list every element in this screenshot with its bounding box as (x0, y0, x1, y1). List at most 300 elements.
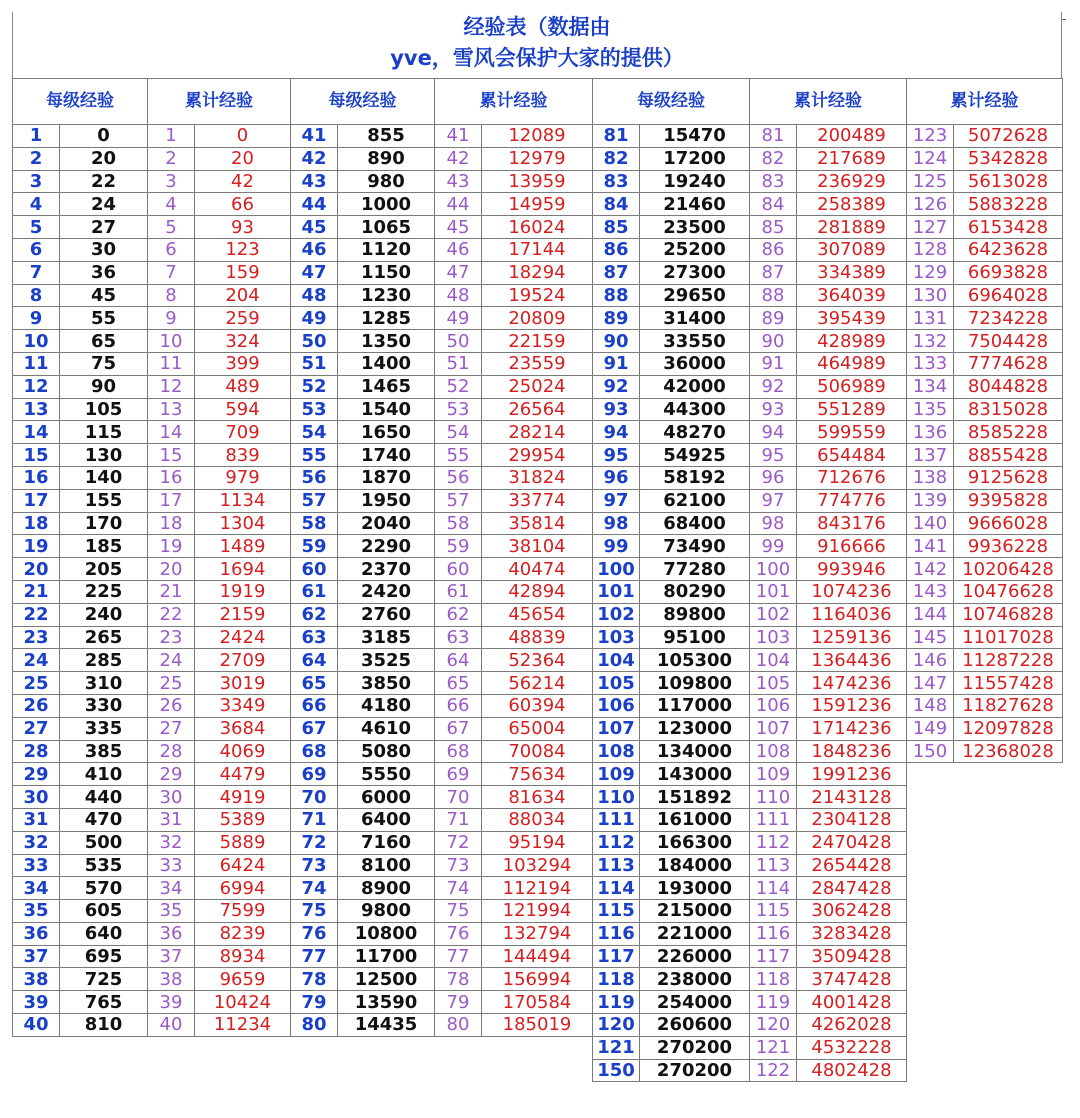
level-cell: 121 (593, 1036, 640, 1059)
cumulative-exp-cell: 11827628 (954, 694, 1063, 717)
cumulative-exp-cell: 258389 (797, 193, 907, 216)
cumulative-level-cell: 121 (750, 1036, 797, 1059)
header-cumulative: 累计经验 (435, 79, 593, 125)
exp-cell: 80290 (640, 580, 750, 603)
cumulative-level-cell: 46 (435, 238, 482, 261)
table-row (593, 945, 907, 968)
exp-cell: 105300 (640, 649, 750, 672)
level-cell: 52 (291, 375, 338, 398)
cumulative-exp-cell: 0 (195, 125, 291, 148)
exp-cell: 1230 (338, 284, 435, 307)
table-row (907, 193, 1063, 216)
exp-cell: 3850 (338, 672, 435, 695)
level-cell: 104 (593, 649, 640, 672)
table-row (907, 694, 1063, 717)
table-row (13, 125, 291, 148)
cumulative-level-cell: 139 (907, 489, 954, 512)
cumulative-level-cell: 61 (435, 580, 482, 603)
cumulative-exp-cell: 40474 (482, 558, 593, 581)
level-cell: 54 (291, 421, 338, 444)
level-cell: 99 (593, 535, 640, 558)
cumulative-level-cell: 71 (435, 808, 482, 831)
table-row (13, 740, 291, 763)
exp-cell: 855 (338, 125, 435, 148)
table-row (13, 330, 291, 353)
cumulative-exp-cell: 281889 (797, 216, 907, 239)
cumulative-level-cell: 31 (148, 808, 195, 831)
exp-cell: 570 (60, 877, 148, 900)
cumulative-level-cell: 28 (148, 740, 195, 763)
cumulative-level-cell: 72 (435, 831, 482, 854)
cumulative-exp-cell: 7599 (195, 900, 291, 923)
level-cell: 27 (13, 717, 60, 740)
table-row (907, 672, 1063, 695)
cumulative-exp-cell: 2424 (195, 626, 291, 649)
cumulative-exp-cell: 28214 (482, 421, 593, 444)
exp-cell: 1870 (338, 466, 435, 489)
cumulative-exp-cell: 3349 (195, 694, 291, 717)
level-cell: 21 (13, 580, 60, 603)
cumulative-exp-cell: 35814 (482, 512, 593, 535)
exp-cell: 3185 (338, 626, 435, 649)
cumulative-exp-cell: 2143128 (797, 786, 907, 809)
cumulative-level-cell: 111 (750, 808, 797, 831)
table-row (13, 717, 291, 740)
cumulative-exp-cell: 11557428 (954, 672, 1063, 695)
cumulative-level-cell: 82 (750, 147, 797, 170)
cumulative-level-cell: 80 (435, 1014, 482, 1037)
table-row (13, 512, 291, 535)
exp-cell: 15470 (640, 125, 750, 148)
cumulative-exp-cell: 11287228 (954, 649, 1063, 672)
table-row (593, 558, 907, 581)
table-row (593, 740, 907, 763)
table-row (593, 672, 907, 695)
cumulative-exp-cell: 144494 (482, 945, 593, 968)
table-row (291, 717, 593, 740)
table-row (907, 558, 1063, 581)
exp-cell: 2760 (338, 603, 435, 626)
cumulative-exp-cell: 2709 (195, 649, 291, 672)
exp-cell: 221000 (640, 922, 750, 945)
table-row (907, 261, 1063, 284)
exp-cell: 1950 (338, 489, 435, 512)
table-row (593, 489, 907, 512)
exp-cell: 980 (338, 170, 435, 193)
cumulative-exp-cell: 1134 (195, 489, 291, 512)
cumulative-exp-cell: 1991236 (797, 763, 907, 786)
exp-cell: 695 (60, 945, 148, 968)
table-row (13, 216, 291, 239)
level-cell: 79 (291, 991, 338, 1014)
exp-cell: 155 (60, 489, 148, 512)
exp-cell: 161000 (640, 808, 750, 831)
table-row (593, 307, 907, 330)
level-cell: 30 (13, 786, 60, 809)
cumulative-level-cell: 113 (750, 854, 797, 877)
table-row (907, 238, 1063, 261)
level-cell: 118 (593, 968, 640, 991)
level-cell: 4 (13, 193, 60, 216)
cumulative-exp-cell: 8585228 (954, 421, 1063, 444)
exp-cell: 44300 (640, 398, 750, 421)
cumulative-level-cell: 19 (148, 535, 195, 558)
cumulative-exp-cell: 17144 (482, 238, 593, 261)
level-cell: 62 (291, 603, 338, 626)
table-row (907, 512, 1063, 535)
cumulative-exp-cell: 88034 (482, 808, 593, 831)
table-row (13, 444, 291, 467)
level-cell: 70 (291, 786, 338, 809)
table-row (291, 466, 593, 489)
cumulative-exp-cell: 10206428 (954, 558, 1063, 581)
cumulative-level-cell: 106 (750, 694, 797, 717)
cumulative-level-cell: 143 (907, 580, 954, 603)
table-row (593, 900, 907, 923)
cumulative-level-cell: 49 (435, 307, 482, 330)
level-cell: 17 (13, 489, 60, 512)
cumulative-level-cell: 24 (148, 649, 195, 672)
cumulative-exp-cell: 8239 (195, 922, 291, 945)
cumulative-level-cell: 100 (750, 558, 797, 581)
cumulative-level-cell: 81 (750, 125, 797, 148)
exp-cell: 48270 (640, 421, 750, 444)
cumulative-level-cell: 67 (435, 717, 482, 740)
level-cell: 64 (291, 649, 338, 672)
table-row (907, 307, 1063, 330)
cumulative-level-cell: 148 (907, 694, 954, 717)
cumulative-level-cell: 48 (435, 284, 482, 307)
exp-cell: 270200 (640, 1036, 750, 1059)
level-cell: 23 (13, 626, 60, 649)
table-row (593, 1014, 907, 1037)
table-row (291, 284, 593, 307)
cumulative-level-cell: 44 (435, 193, 482, 216)
level-cell: 35 (13, 900, 60, 923)
level-cell: 43 (291, 170, 338, 193)
table-row (13, 922, 291, 945)
table-row (13, 261, 291, 284)
table-row (291, 421, 593, 444)
cumulative-level-cell: 94 (750, 421, 797, 444)
cumulative-exp-cell: 9125628 (954, 466, 1063, 489)
level-cell: 75 (291, 900, 338, 923)
table-row (593, 649, 907, 672)
cumulative-level-cell: 30 (148, 786, 195, 809)
cumulative-level-cell: 137 (907, 444, 954, 467)
cumulative-exp-cell: 506989 (797, 375, 907, 398)
cumulative-exp-cell: 334389 (797, 261, 907, 284)
table-row (291, 558, 593, 581)
table-row (907, 398, 1063, 421)
table-row (593, 125, 907, 148)
exp-cell: 0 (60, 125, 148, 148)
cumulative-exp-cell: 9666028 (954, 512, 1063, 535)
exp-cell: 140 (60, 466, 148, 489)
cumulative-level-cell: 27 (148, 717, 195, 740)
level-cell: 45 (291, 216, 338, 239)
cumulative-exp-cell: 5389 (195, 808, 291, 831)
cumulative-exp-cell: 170584 (482, 991, 593, 1014)
cumulative-level-cell: 17 (148, 489, 195, 512)
cumulative-level-cell: 97 (750, 489, 797, 512)
table-row (907, 352, 1063, 375)
cumulative-exp-cell: 364039 (797, 284, 907, 307)
cumulative-level-cell: 53 (435, 398, 482, 421)
table-row (13, 421, 291, 444)
cumulative-exp-cell: 4479 (195, 763, 291, 786)
exp-cell: 4180 (338, 694, 435, 717)
cumulative-exp-cell: 5072628 (954, 125, 1063, 148)
exp-cell: 270200 (640, 1059, 750, 1082)
exp-cell: 36000 (640, 352, 750, 375)
exp-cell: 29650 (640, 284, 750, 307)
cumulative-level-cell: 129 (907, 261, 954, 284)
cumulative-exp-cell: 75634 (482, 763, 593, 786)
level-cell: 112 (593, 831, 640, 854)
cumulative-exp-cell: 2847428 (797, 877, 907, 900)
cumulative-exp-cell: 60394 (482, 694, 593, 717)
level-cell: 114 (593, 877, 640, 900)
exp-cell: 215000 (640, 900, 750, 923)
exp-cell: 225 (60, 580, 148, 603)
cumulative-exp-cell: 307089 (797, 238, 907, 261)
exp-cell: 3525 (338, 649, 435, 672)
exp-cell: 115 (60, 421, 148, 444)
exp-cell: 77280 (640, 558, 750, 581)
cumulative-exp-cell: 29954 (482, 444, 593, 467)
cumulative-level-cell: 127 (907, 216, 954, 239)
table-row (13, 352, 291, 375)
cumulative-level-cell: 90 (750, 330, 797, 353)
table-row (593, 375, 907, 398)
cumulative-exp-cell: 12097828 (954, 717, 1063, 740)
table-row (291, 489, 593, 512)
cumulative-level-cell: 144 (907, 603, 954, 626)
table-row (593, 603, 907, 626)
cumulative-level-cell: 66 (435, 694, 482, 717)
exp-cell: 68400 (640, 512, 750, 535)
table-row (13, 398, 291, 421)
level-cell: 10 (13, 330, 60, 353)
cumulative-level-cell: 15 (148, 444, 195, 467)
exp-cell: 238000 (640, 968, 750, 991)
level-cell: 2 (13, 147, 60, 170)
cumulative-level-cell: 3 (148, 170, 195, 193)
cumulative-exp-cell: 428989 (797, 330, 907, 353)
cumulative-level-cell: 95 (750, 444, 797, 467)
exp-cell: 500 (60, 831, 148, 854)
exp-cell: 143000 (640, 763, 750, 786)
cumulative-exp-cell: 13959 (482, 170, 593, 193)
exp-cell: 2040 (338, 512, 435, 535)
cumulative-exp-cell: 1591236 (797, 694, 907, 717)
cumulative-exp-cell: 20809 (482, 307, 593, 330)
cumulative-exp-cell: 217689 (797, 147, 907, 170)
table-row (907, 740, 1063, 763)
cumulative-level-cell: 25 (148, 672, 195, 695)
table-row (13, 649, 291, 672)
cumulative-exp-cell: 916666 (797, 535, 907, 558)
exp-cell: 385 (60, 740, 148, 763)
cumulative-level-cell: 2 (148, 147, 195, 170)
cumulative-exp-cell: 52364 (482, 649, 593, 672)
cumulative-level-cell: 112 (750, 831, 797, 854)
level-cell: 20 (13, 558, 60, 581)
table-row (593, 877, 907, 900)
cumulative-level-cell: 14 (148, 421, 195, 444)
table-row (291, 352, 593, 375)
exp-cell: 36 (60, 261, 148, 284)
exp-cell: 1150 (338, 261, 435, 284)
cumulative-level-cell: 136 (907, 421, 954, 444)
cumulative-exp-cell: 4069 (195, 740, 291, 763)
level-cell: 40 (13, 1014, 60, 1037)
cumulative-exp-cell: 1489 (195, 535, 291, 558)
cumulative-level-cell: 33 (148, 854, 195, 877)
level-cell: 37 (13, 945, 60, 968)
cumulative-level-cell: 55 (435, 444, 482, 467)
table-row (291, 694, 593, 717)
exp-cell: 31400 (640, 307, 750, 330)
exp-cell: 185 (60, 535, 148, 558)
cumulative-exp-cell: 9659 (195, 968, 291, 991)
table-row (593, 580, 907, 603)
level-cell: 7 (13, 261, 60, 284)
exp-cell: 75 (60, 352, 148, 375)
cumulative-level-cell: 103 (750, 626, 797, 649)
level-cell: 111 (593, 808, 640, 831)
block-3-rows (593, 125, 907, 1082)
level-cell: 1 (13, 125, 60, 148)
exp-cell: 184000 (640, 854, 750, 877)
table-row (593, 626, 907, 649)
cumulative-level-cell: 147 (907, 672, 954, 695)
level-cell: 106 (593, 694, 640, 717)
cumulative-level-cell: 69 (435, 763, 482, 786)
exp-table-block-1 (12, 78, 291, 1037)
cumulative-level-cell: 85 (750, 216, 797, 239)
level-cell: 51 (291, 352, 338, 375)
exp-cell: 73490 (640, 535, 750, 558)
cumulative-level-cell: 89 (750, 307, 797, 330)
cumulative-exp-cell: 123 (195, 238, 291, 261)
level-cell: 88 (593, 284, 640, 307)
cumulative-level-cell: 34 (148, 877, 195, 900)
cumulative-level-cell: 4 (148, 193, 195, 216)
cumulative-level-cell: 26 (148, 694, 195, 717)
level-cell: 57 (291, 489, 338, 512)
level-cell: 85 (593, 216, 640, 239)
header-per-level: 每级经验 (593, 79, 750, 125)
cumulative-level-cell: 23 (148, 626, 195, 649)
table-row (291, 900, 593, 923)
cumulative-exp-cell: 95194 (482, 831, 593, 854)
table-row (13, 877, 291, 900)
table-row (291, 808, 593, 831)
exp-cell: 9800 (338, 900, 435, 923)
table-row (907, 535, 1063, 558)
cumulative-level-cell: 12 (148, 375, 195, 398)
header-per-level: 每级经验 (291, 79, 435, 125)
cumulative-level-cell: 119 (750, 991, 797, 1014)
table-row (13, 945, 291, 968)
cumulative-exp-cell: 4532228 (797, 1036, 907, 1059)
cumulative-exp-cell: 2470428 (797, 831, 907, 854)
table-row (291, 968, 593, 991)
cumulative-exp-cell: 16024 (482, 216, 593, 239)
exp-cell: 10800 (338, 922, 435, 945)
cumulative-level-cell: 101 (750, 580, 797, 603)
level-cell: 69 (291, 763, 338, 786)
header-cumulative: 累计经验 (148, 79, 291, 125)
exp-cell: 22 (60, 170, 148, 193)
cumulative-level-cell: 59 (435, 535, 482, 558)
table-row (291, 626, 593, 649)
table-row (13, 238, 291, 261)
table-row (593, 1059, 907, 1082)
cumulative-level-cell: 11 (148, 352, 195, 375)
cumulative-exp-cell: 3283428 (797, 922, 907, 945)
cumulative-exp-cell: 399 (195, 352, 291, 375)
exp-cell: 285 (60, 649, 148, 672)
level-cell: 60 (291, 558, 338, 581)
level-cell: 46 (291, 238, 338, 261)
cumulative-exp-cell: 1848236 (797, 740, 907, 763)
table-row (291, 238, 593, 261)
exp-cell: 8900 (338, 877, 435, 900)
table-row (593, 284, 907, 307)
corner-mark: - (1062, 12, 1067, 26)
cumulative-exp-cell: 1694 (195, 558, 291, 581)
level-cell: 109 (593, 763, 640, 786)
cumulative-exp-cell: 464989 (797, 352, 907, 375)
cumulative-exp-cell: 12368028 (954, 740, 1063, 763)
cumulative-exp-cell: 1304 (195, 512, 291, 535)
level-cell: 95 (593, 444, 640, 467)
exp-cell: 335 (60, 717, 148, 740)
cumulative-level-cell: 52 (435, 375, 482, 398)
cumulative-exp-cell: 31824 (482, 466, 593, 489)
table-row (291, 125, 593, 148)
cumulative-level-cell: 126 (907, 193, 954, 216)
cumulative-exp-cell: 712676 (797, 466, 907, 489)
cumulative-exp-cell: 1474236 (797, 672, 907, 695)
cumulative-exp-cell: 8044828 (954, 375, 1063, 398)
cumulative-exp-cell: 12089 (482, 125, 593, 148)
cumulative-exp-cell: 19524 (482, 284, 593, 307)
exp-cell: 24 (60, 193, 148, 216)
table-row (291, 603, 593, 626)
table-row (907, 147, 1063, 170)
level-cell: 32 (13, 831, 60, 854)
cumulative-level-cell: 87 (750, 261, 797, 284)
exp-cell: 260600 (640, 1014, 750, 1037)
level-cell: 115 (593, 900, 640, 923)
level-cell: 101 (593, 580, 640, 603)
cumulative-level-cell: 93 (750, 398, 797, 421)
exp-cell: 21460 (640, 193, 750, 216)
exp-cell: 1350 (338, 330, 435, 353)
table-row (907, 125, 1063, 148)
exp-cell: 1740 (338, 444, 435, 467)
cumulative-exp-cell: 45654 (482, 603, 593, 626)
table-row (291, 170, 593, 193)
exp-cell: 240 (60, 603, 148, 626)
table-row (593, 831, 907, 854)
level-cell: 105 (593, 672, 640, 695)
cumulative-level-cell: 123 (907, 125, 954, 148)
